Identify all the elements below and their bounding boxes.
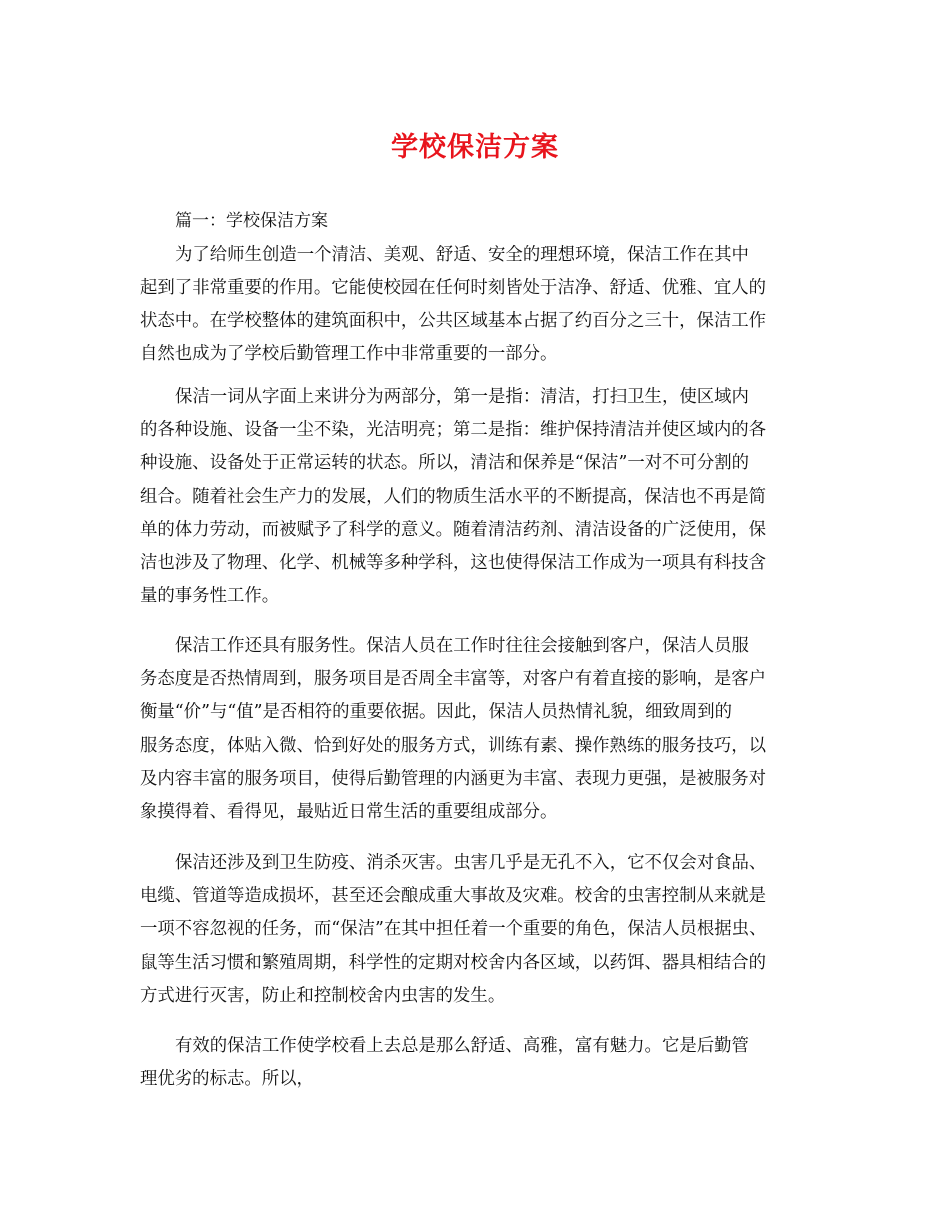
body-line: 保洁还涉及到卫生防疫、消杀灭害。虫害几乎是无孔不入，它不仅会对食品、: [175, 853, 767, 873]
body-line: 一项不容忽视的任务，而“保洁”在其中担任着一个重要的角色，保洁人员根据虫、: [140, 919, 767, 939]
body-line: 电缆、管道等造成损坏，甚至还会酿成重大事故及灾难。校舍的虫害控制从来就是: [140, 886, 767, 906]
document-title: 学校保洁方案: [391, 132, 559, 163]
body-line: 洁也涉及了物理、化学、机械等多种学科，这也使得保洁工作成为一项具有科技含: [140, 553, 767, 573]
body-line: 衡量“价”与“值”是否相符的重要依据。因此，保洁人员热情礼貌，细致周到的: [140, 702, 733, 722]
body-line: 象摸得着、看得见，最贴近日常生活的重要组成部分。: [140, 802, 558, 822]
body-line: 自然也成为了学校后勤管理工作中非常重要的一部分。: [140, 344, 558, 364]
body-line: 有效的保洁工作使学校看上去总是那么舒适、高雅，富有魅力。它是后勤管: [175, 1036, 749, 1056]
section-heading: 篇一：学校保洁方案: [175, 211, 328, 231]
body-line: 起到了非常重要的作用。它能使校园在任何时刻皆处于洁净、舒适、优雅、宜人的: [140, 278, 767, 298]
body-line: 鼠等生活习惯和繁殖周期，科学性的定期对校舍内各区域，以药饵、器具相结合的: [140, 953, 767, 973]
body-line: 的各种设施、设备一尘不染，光洁明亮；第二是指：维护保持清洁并使区域内的各: [140, 420, 767, 440]
body-line: 保洁一词从字面上来讲分为两部分，第一是指：清洁，打扫卫生，使区域内: [175, 387, 749, 407]
body-line: 保洁工作还具有服务性。保洁人员在工作时往往会接触到客户，保洁人员服: [175, 636, 749, 656]
body-line: 理优劣的标志。所以，: [140, 1069, 314, 1089]
body-line: 单的体力劳动，而被赋予了科学的意义。随着清洁药剂、清洁设备的广泛使用，保: [140, 520, 767, 540]
body-line: 种设施、设备处于正常运转的状态。所以，清洁和保养是“保洁”一对不可分割的: [140, 453, 750, 473]
body-line: 务态度是否热情周到，服务项目是否周全丰富等，对客户有着直接的影响，是客户: [140, 669, 767, 689]
body-line: 服务态度，体贴入微、恰到好处的服务方式，训练有素、操作熟练的服务技巧，以: [140, 736, 767, 756]
body-line: 为了给师生创造一个清洁、美观、舒适、安全的理想环境，保洁工作在其中: [175, 245, 749, 265]
body-line: 组合。随着社会生产力的发展，人们的物质生活水平的不断提高，保洁也不再是简: [140, 487, 767, 507]
body-line: 及内容丰富的服务项目，使得后勤管理的内涵更为丰富、表现力更强，是被服务对: [140, 769, 767, 789]
body-line: 状态中。在学校整体的建筑面积中，公共区域基本占据了约百分之三十，保洁工作: [140, 311, 767, 331]
body-line: 方式进行灭害，防止和控制校舍内虫害的发生。: [140, 986, 506, 1006]
body-line: 量的事务性工作。: [140, 586, 280, 606]
